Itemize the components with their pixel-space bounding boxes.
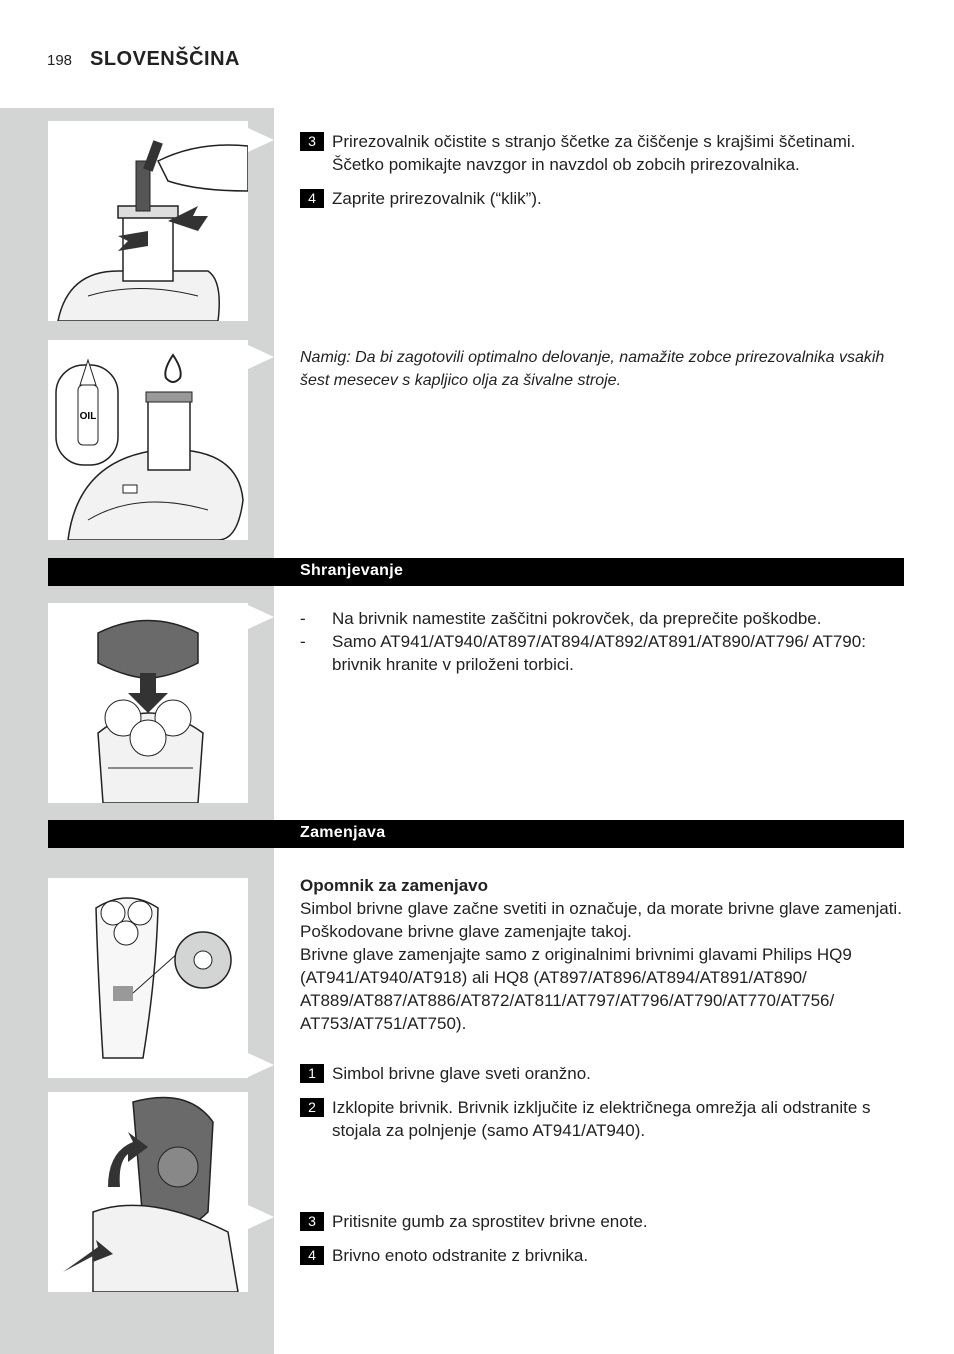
step-number: 2 xyxy=(300,1098,324,1117)
section-heading-replacement: Zamenjava xyxy=(300,824,386,841)
shaving-unit-removal-illustration xyxy=(48,1092,248,1292)
shaving-unit-removal-image xyxy=(48,1092,248,1292)
storage-bullet xyxy=(300,607,906,630)
trimmer-brush-image xyxy=(48,121,248,321)
step-text: Zaprite prirezovalnik (“klik”). xyxy=(332,189,542,208)
replacement-reminder-illustration xyxy=(48,878,248,1078)
oil-label: OIL xyxy=(79,411,97,422)
illustration-pointer xyxy=(248,1205,274,1229)
step-3-press-release xyxy=(300,1210,906,1233)
bullet-dash: - xyxy=(300,632,306,651)
bullet-text: Samo AT941/AT940/AT897/AT894/AT892/AT891/AT890/AT796/ AT790: brivnik hranite v priloženi torbici. xyxy=(332,632,866,674)
step-number: 4 xyxy=(300,1246,324,1265)
step-4-remove-unit xyxy=(300,1244,906,1267)
reminder-paragraph: Simbol brivne glave začne svetiti in označuje, da morate brivne glave zamenjati. Poškodovane brivne glave zamenjajte takoj. xyxy=(300,899,902,941)
illustration-pointer xyxy=(248,345,274,369)
step-number: 1 xyxy=(300,1064,324,1083)
step-3-clean-trimmer xyxy=(300,130,906,176)
reminder-title: Opomnik za zamenjavo xyxy=(300,876,488,895)
step-1-symbol-orange xyxy=(300,1062,906,1085)
trimmer-oil-image xyxy=(48,340,248,540)
storage-bullet xyxy=(300,630,906,676)
step-text: Pritisnite gumb za sprostitev brivne enote. xyxy=(332,1212,648,1231)
illustration-pointer xyxy=(248,605,274,629)
replacement-reminder xyxy=(300,874,906,1035)
illustration-pointer xyxy=(248,128,274,152)
trimmer-oil-illustration xyxy=(48,340,248,540)
step-number: 4 xyxy=(300,189,324,208)
step-text: Simbol brivne glave sveti oranžno. xyxy=(332,1064,591,1083)
shaver-reminder-image xyxy=(48,878,248,1078)
step-number: 3 xyxy=(300,1212,324,1231)
bullet-text: Na brivnik namestite zaščitni pokrovček, da preprečite poškodbe. xyxy=(332,609,822,628)
step-2-switch-off xyxy=(300,1096,906,1142)
reminder-paragraph: Brivne glave zamenjajte samo z originalnimi brivnimi glavami Philips HQ9 (AT941/AT940/AT918) ali HQ8 (AT897/AT896/AT894/AT891/AT890/ AT889/AT887/AT886/AT872/AT811/AT797/AT796/AT790/AT770/AT756/ AT753/AT751/AT750). xyxy=(300,945,852,1033)
step-text: Prirezovalnik očistite s stranjo ščetke za čiščenje s krajšimi ščetinami. Ščetko pomikajte navzgor in navzdol ob zobcih prirezovalnika. xyxy=(332,132,856,174)
step-4-close-trimmer xyxy=(300,187,906,210)
oil-tip: Namig: Da bi zagotovili optimalno delovanje, namažite zobce prirezovalnika vsakih šest mesecev s kapljico olja za šivalne stroje. xyxy=(300,349,885,389)
protection-cap-image xyxy=(48,603,248,803)
storage-list xyxy=(300,607,906,676)
protection-cap-illustration xyxy=(48,603,248,803)
page-language-title: SLOVENŠČINA xyxy=(90,48,240,70)
trimmer-brush-illustration xyxy=(48,121,248,321)
bullet-dash: - xyxy=(300,609,306,628)
step-text: Brivno enoto odstranite z brivnika. xyxy=(332,1246,589,1265)
step-text: Izklopite brivnik. Brivnik izključite iz električnega omrežja ali odstranite s stojala za polnjenje (samo AT941/AT940). xyxy=(332,1098,871,1140)
section-heading-storage: Shranjevanje xyxy=(300,562,404,579)
section-bar-replacement xyxy=(48,820,904,848)
section-bar-storage xyxy=(48,558,904,586)
step-number: 3 xyxy=(300,132,324,151)
illustration-pointer xyxy=(248,1053,274,1077)
page-number: 198 xyxy=(47,52,73,69)
